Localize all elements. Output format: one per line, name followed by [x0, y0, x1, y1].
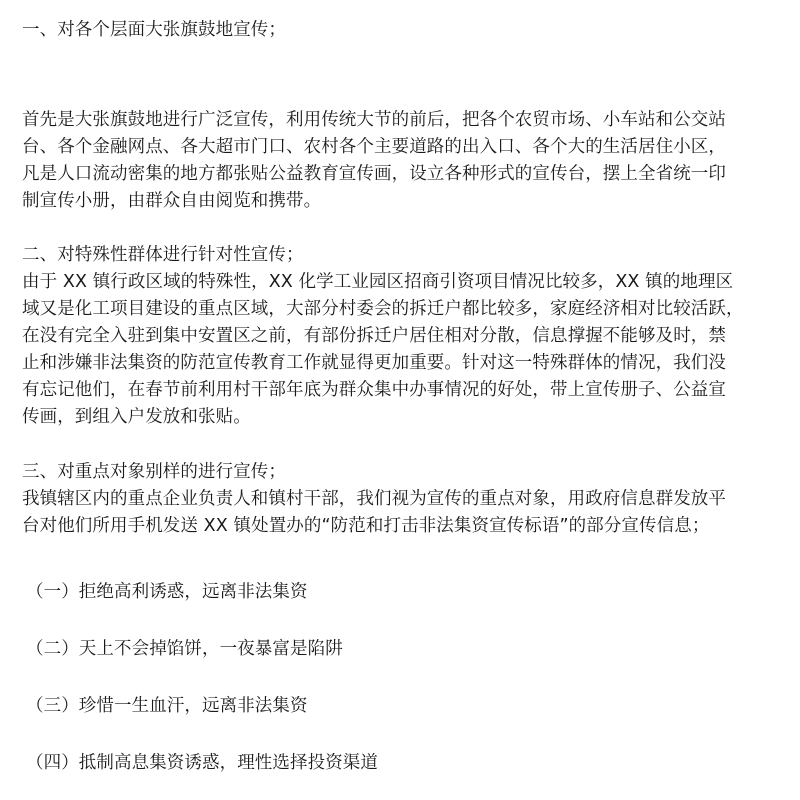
section2-heading: 二、对特殊性群体进行针对性宣传； [22, 245, 304, 265]
slogan-item-1: （一）拒绝高利诱惑，远离非法集资 [26, 582, 308, 602]
section1-line-2: 台、各个金融网点、各大超市门口、农村各个主要道路的出入口、各个大的生活居住小区， [22, 137, 726, 157]
section2-line-4: 止和涉嫌非法集资的防范宣传教育工作就显得更加重要。针对这一特殊群体的情况，我们没 [22, 353, 726, 373]
section2-line-6: 传画，到组入户发放和张贴。 [22, 407, 251, 427]
section2-line-2: 域又是化工项目建设的重点区域，大部分村委会的拆迁户都比较多，家庭经济相对比较活跃， [22, 299, 744, 319]
section3-line-2: 台对他们所用手机发送 XX 镇处置办的“防范和打击非法集资宣传标语”的部分宣传信息； [22, 516, 710, 536]
slogan-item-3: （三）珍惜一生血汗，远离非法集资 [26, 696, 308, 716]
section3-heading: 三、对重点对象别样的进行宣传； [22, 462, 286, 482]
section1-line-1: 首先是大张旗鼓地进行广泛宣传，利用传统大节的前后，把各个农贸市场、小车站和公交站 [22, 110, 726, 130]
slogan-item-4: （四）抵制高息集资诱惑，理性选择投资渠道 [26, 753, 378, 773]
section3-line-1: 我镇辖区内的重点企业负责人和镇村干部，我们视为宣传的重点对象，用政府信息群发放平 [22, 489, 726, 509]
section1-line-3: 凡是人口流动密集的地方都张贴公益教育宣传画，设立各种形式的宣传台，摆上全省统一印 [22, 164, 726, 184]
section2-line-1: 由于 XX 镇行政区域的特殊性，XX 化学工业园区招商引资项目情况比较多，XX 镇的地理区 [22, 272, 734, 292]
section1-line-4: 制宣传小册，由群众自由阅览和携带。 [22, 191, 322, 211]
section1-heading: 一、对各个层面大张旗鼓地宣传； [22, 20, 286, 40]
section2-line-5: 有忘记他们，在春节前利用村干部年底为群众集中办事情况的好处，带上宣传册子、公益宣 [22, 380, 726, 400]
slogan-item-2: （二）天上不会掉馅饼，一夜暴富是陷阱 [26, 639, 343, 659]
section2-line-3: 在没有完全入驻到集中安置区之前，有部份拆迁户居住相对分散，信息撑握不能够及时，禁 [22, 326, 726, 346]
